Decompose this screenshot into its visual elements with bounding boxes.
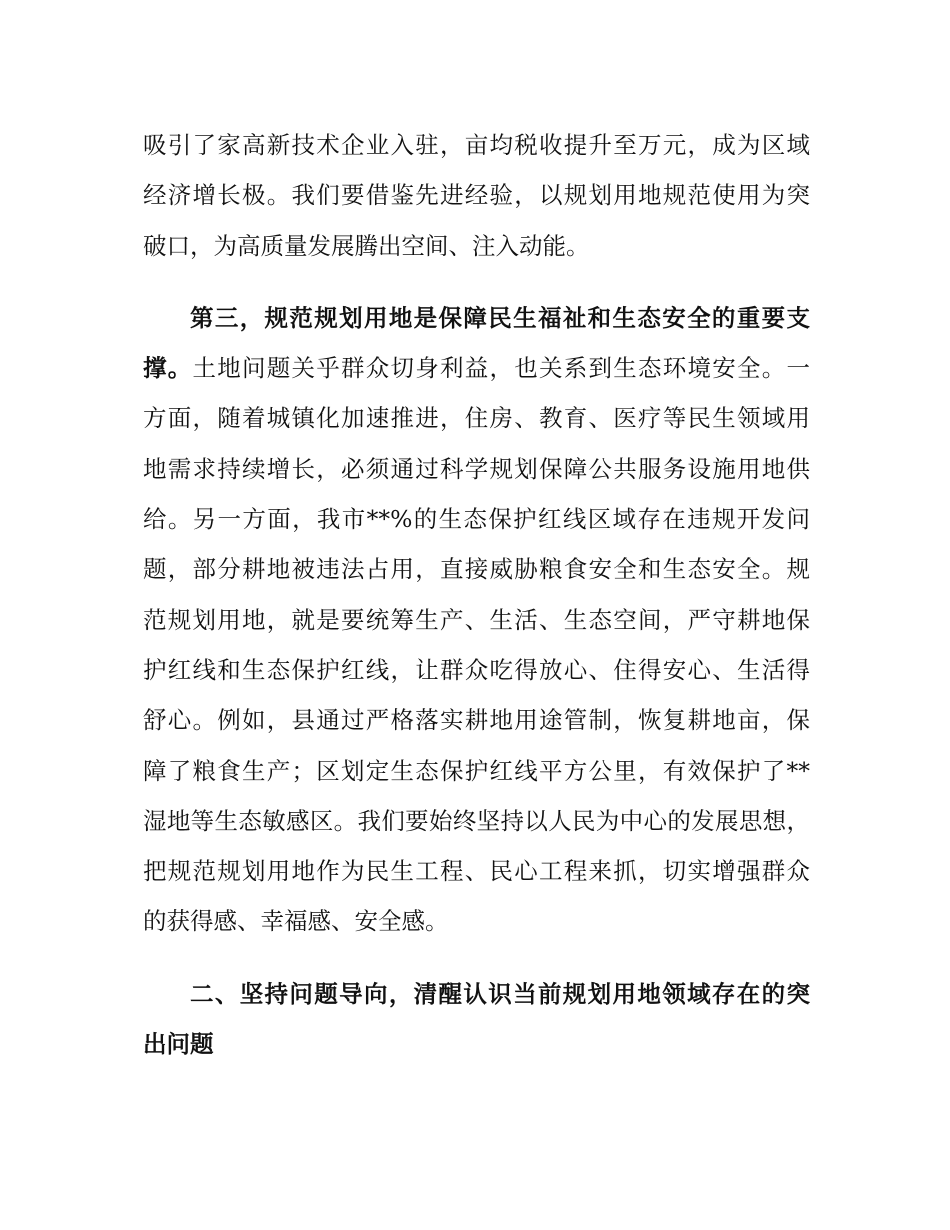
section-heading-line: 出问题 — [143, 1030, 214, 1059]
text-line: 范规划用地，就是要统筹生产、生活、生态空间，严守耕地保 — [143, 605, 810, 634]
text-line: 破口，为高质量发展腾出空间、注入动能。 — [143, 231, 590, 260]
paragraph-economic-growth — [143, 120, 810, 271]
text-line: 的获得感、幸福感、安全感。 — [143, 907, 449, 936]
text-line: 湿地等生态敏感区。我们要始终坚持以人民为中心的发展思想， — [143, 806, 810, 835]
text-line: 题，部分耕地被违法占用，直接威胁粮食安全和生态安全。规 — [143, 555, 810, 584]
text-line: 舒心。例如，县通过严格落实耕地用途管制，恢复耕地亩，保 — [143, 706, 810, 735]
text-line: 给。另一方面，我市**%的生态保护红线区域存在违规开发问 — [143, 505, 810, 534]
text-line: 障了粮食生产；区划定生态保护红线平方公里，有效保护了** — [143, 756, 810, 785]
text-line: 吸引了家高新技术企业入驻，亩均税收提升至万元，成为区域 — [143, 131, 810, 159]
bold-lead-sentence-end: 撑。 — [143, 354, 193, 383]
document-page — [143, 120, 810, 1069]
paragraph-livelihood-ecology — [143, 293, 810, 947]
text-line — [143, 343, 810, 393]
text-line: 地需求持续增长，必须通过科学规划保障公共服务设施用地供 — [143, 454, 810, 483]
text-line-rest: 土地问题关乎群众切身利益，也关系到生态环境安全。一 — [192, 354, 810, 383]
bold-lead-sentence: 第三，规范规划用地是保障民生福祉和生态安全的重要支 — [190, 303, 810, 332]
text-line: 经济增长极。我们要借鉴先进经验，以规划用地规范使用为突 — [143, 181, 810, 210]
text-line: 把规范规划用地作为民生工程、民心工程来抓，切实增强群众 — [143, 857, 810, 886]
section-heading — [143, 969, 810, 1070]
section-heading-line: 二、坚持问题导向，清醒认识当前规划用地领域存在的突 — [190, 979, 810, 1008]
text-line: 方面，随着城镇化加速推进，住房、教育、医疗等民生领域用 — [143, 404, 810, 433]
paragraph-spacer — [143, 947, 810, 969]
paragraph-spacer — [143, 271, 810, 293]
text-line: 护红线和生态保护红线，让群众吃得放心、住得安心、生活得 — [143, 655, 810, 684]
